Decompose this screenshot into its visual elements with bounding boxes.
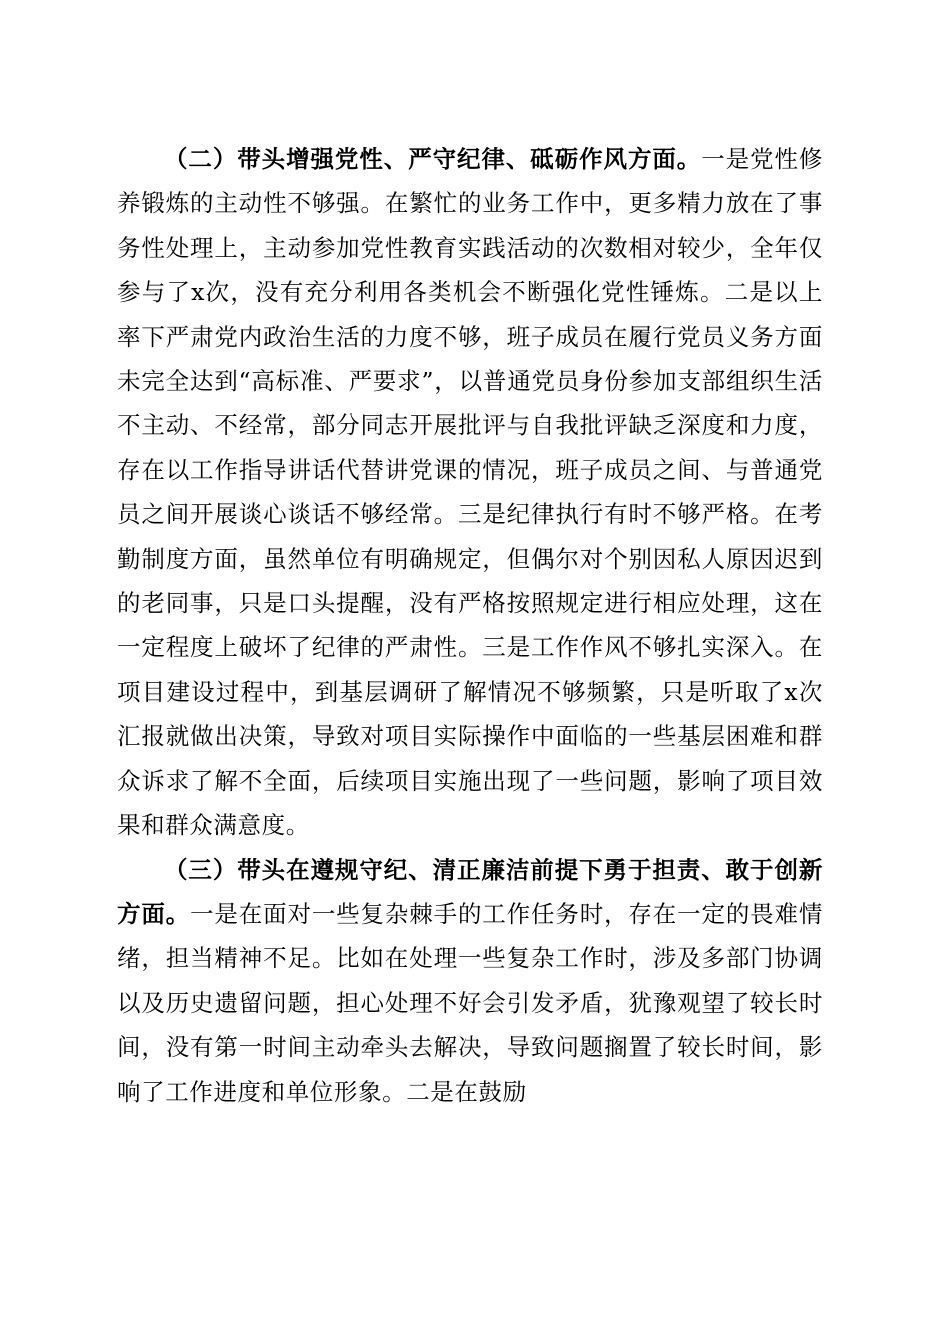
paragraph-responsibility-innovation [117,848,823,1114]
paragraph-body-three: 一是在面对一些复杂棘手的工作任务时，存在一定的畏难情绪，担当精神不足。比如在处理一些复杂工作时，涉及多部门协调以及历史遗留问题，担心处理不好会引发矛盾，犹豫观望了较长时间，没有第一时间主动牵头去解决，导致问题搁置了较长时间，影响了工作进度和单位形象。二是在鼓励 [117,899,823,1106]
paragraph-discipline-style [117,137,823,848]
document-page [117,137,823,1114]
section-heading-two: （二）带头增强党性、严守纪律、砥砺作风方面。 [164,145,702,173]
paragraph-body-two: 一是党性修养锻炼的主动性不够强。在繁忙的业务工作中，更多精力放在了事务性处理上，主动参加党性教育实践活动的次数相对较少，全年仅参与了x次，没有充分利用各类机会不断强化党性锤炼。二是以上率下严肃党内政治生活的力度不够，班子成员在履行党员义务方面未完全达到“高标准、严要求”，以普通党员身份参加支部组织生活不主动、不经常，部分同志开展批评与自我批评缺乏深度和力度，存在以工作指导讲话代替讲党课的情况，班子成员之间、与普通党员之间开展谈心谈话不够经常。三是纪律执行有时不够严格。在考勤制度方面，虽然单位有明确规定，但偶尔对个别因私人原因迟到的老同事，只是口头提醒，没有严格按照规定进行相应处理，这在一定程度上破坏了纪律的严肃性。三是工作作风不够扎实深入。在项目建设过程中，到基层调研了解情况不够频繁，只是听取了x次汇报就做出决策，导致对项目实际操作中面临的一些基层困难和群众诉求了解不全面，后续项目实施出现了一些问题，影响了项目效果和群众满意度。 [117,145,824,840]
section-heading-three: （三）带头在遵规守纪、清正廉洁前提下勇于担责、敢于创新方面。 [117,855,823,928]
